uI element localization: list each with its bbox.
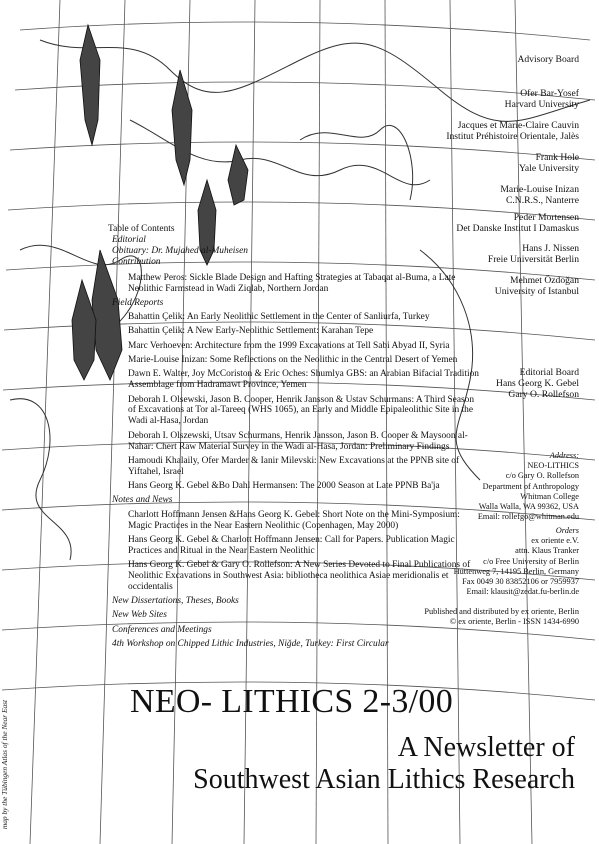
newsletter-title: NEO- LITHICS 2-3/00 bbox=[130, 683, 453, 720]
section-notes-and-news: Notes and News bbox=[112, 495, 173, 506]
publisher-line: Published and distributed by ex oriente, Berlin bbox=[424, 607, 579, 616]
member-affiliation: University of Istanbul bbox=[494, 286, 579, 298]
address-line: Department of Anthropology bbox=[482, 481, 579, 491]
member-name: Hans J. Nissen bbox=[522, 243, 579, 254]
map-credit: map by the Tübingen Atlas of the Near East bbox=[0, 699, 10, 830]
advisory-heading: Advisory Board bbox=[517, 54, 579, 65]
editor-name: Gary O. Rollefson bbox=[508, 389, 579, 401]
toc-entry: Hans Georg K. Gebel & Gary O. Rollefson: A New Series Devoted to Final Publications of Neolithic Excavations in Southwest Asia: bibliotheca neolithica Asiae meridionalis et occidentalis bbox=[128, 560, 471, 592]
address-line: NEO-LITHICS bbox=[527, 461, 579, 471]
editorial-board bbox=[496, 367, 579, 401]
issn-line: © ex oriente, Berlin - ISSN 1434-6990 bbox=[449, 617, 579, 627]
advisory-member-7 bbox=[495, 275, 579, 297]
advisory-member-1 bbox=[505, 88, 579, 110]
section-editorial: Editorial bbox=[112, 234, 146, 245]
member-name: Mehmet Özdoğan bbox=[509, 275, 579, 286]
member-affiliation: Harvard University bbox=[504, 99, 579, 111]
address-heading: Address: bbox=[549, 451, 579, 460]
toc-entry: Hans Georg K. Gebel & Charlott Hoffmann Jensen: Call for Papers. Publication Magic Practices and Ritual in the Near Eastern Neolithic bbox=[128, 534, 455, 556]
toc-entry: Dawn E. Walter, Joy McCoriston & Eric Oches: Shumlya GBS: an Arabian Bifacial Tradition Assemblage from Hadramawt Province, Yemen bbox=[128, 369, 479, 391]
toc-entry: Deborah I. Olszewski, Utsav Schurmans, Henrik Jansson, Jason B. Cooper & Maysoon al-Nahar: Chert Raw Material Survey in the Wadi al-Hasa, Jordan: Preliminary Findings bbox=[128, 430, 468, 452]
member-name: Ofer Bar-Yosef bbox=[520, 88, 579, 99]
editorial-heading: Editorial Board bbox=[519, 367, 579, 378]
toc-entry: Bahattin Çelik: An Early Neolithic Settlement in the Center of Sanliurfa, Turkey bbox=[128, 312, 430, 323]
subtitle-line-2: Southwest Asian Lithics Research bbox=[193, 764, 575, 795]
toc-heading: Table of Contents bbox=[108, 224, 175, 234]
table-of-contents bbox=[108, 224, 482, 653]
section-field-reports: Field Reports bbox=[112, 297, 164, 308]
advisory-member-6 bbox=[488, 243, 579, 265]
email-address: Email: klausit@zedat.fu-berlin.de bbox=[466, 587, 579, 597]
orders-heading: Orders bbox=[555, 526, 579, 535]
member-name: Frank Hole bbox=[535, 152, 579, 163]
member-affiliation: C.N.R.S., Nanterre bbox=[505, 195, 579, 207]
member-name: Peder Mortensen bbox=[513, 212, 579, 223]
section-conferences: Conferences and Meetings bbox=[112, 624, 212, 635]
address-line: Whitman College bbox=[520, 491, 579, 501]
orders-line: c/o Free University of Berlin bbox=[483, 556, 579, 566]
orders-line: Fax 0049 30 83852106 or 7959937 bbox=[462, 577, 579, 587]
section-obituary: Obituary: Dr. Mujahed al-Muheisen bbox=[112, 245, 248, 256]
orders-line: attn. Klaus Tranker bbox=[515, 546, 579, 556]
toc-entry: Matthew Peros: Sickle Blade Design and Hafting Strategies at Tabaqat al-Buma, a Late Neolithic Farmstead in Wadi Ziqlab, Northern Jordan bbox=[128, 272, 456, 294]
toc-entry: Charlott Hoffmann Jensen &Hans Georg K. Gebel: Short Note on the Mini-Symposium: Magic Practices in the Near Eastern Neolithic (Copenhagen, May 2000) bbox=[128, 509, 460, 531]
member-affiliation: Yale University bbox=[518, 163, 579, 175]
section-web-sites: New Web Sites bbox=[112, 610, 167, 621]
section-contribution: Contribution bbox=[112, 256, 161, 267]
email-address: Email: rollefgo@whitman.edu bbox=[477, 512, 579, 522]
advisory-board bbox=[517, 54, 579, 65]
subtitle-line-1: A Newsletter of bbox=[397, 732, 575, 763]
toc-entry: Hans Georg K. Gebel &Bo Dahl Hermansen: The 2000 Season at Late PPNB Ba'ja bbox=[128, 481, 440, 492]
member-name: Jacques et Marie-Claire Cauvin bbox=[457, 120, 579, 131]
member-affiliation: Det Danske Institut I Damaskus bbox=[456, 223, 579, 235]
orders-line: ex oriente e.V. bbox=[531, 536, 579, 546]
toc-entry: Marc Verhoeven: Architecture from the 1999 Excavations at Tell Sabi Abyad II, Syria bbox=[128, 340, 450, 351]
member-affiliation: Freie Universität Berlin bbox=[487, 254, 579, 266]
address-line: c/o Gary O. Rollefson bbox=[505, 471, 579, 481]
address-line: Walla Walla, WA 99362, USA bbox=[478, 502, 579, 512]
toc-entry: Bahattin Çelik: A New Early-Neolithic Settlement: Karahan Tepe bbox=[128, 326, 374, 337]
orders-line: Hüttenweg 7, 14195 Berlin, Germany bbox=[453, 566, 579, 576]
toc-entry: Marie-Louise Inizan: Some Reflections on the Neolithic in the Central Desert of Yemen bbox=[128, 355, 458, 366]
member-affiliation: Institut Préhistoire Orientale, Jalès bbox=[446, 131, 579, 143]
member-name: Marie-Louise Inizan bbox=[500, 184, 579, 195]
editor-name: Hans Georg K. Gebel bbox=[496, 378, 579, 390]
advisory-member-2 bbox=[446, 120, 579, 142]
section-workshop: 4th Workshop on Chipped Lithic Industries, Niğde, Turkey: First Circular bbox=[112, 639, 389, 650]
advisory-member-3 bbox=[519, 152, 579, 174]
advisory-member-4 bbox=[500, 184, 579, 206]
section-dissertations: New Dissertations, Theses, Books bbox=[112, 596, 239, 607]
toc-entry: Hamoudi Khalaily, Ofer Marder & Ianir Milevski: New Excavations at the PPNB site of Yiftahel, Israel bbox=[128, 455, 460, 477]
toc-entry: Deborah I. Olsewski, Jason B. Cooper, Henrik Jansson & Ustav Schurmans: A Third Season of Excavations at Tor al-Tareeq (WHS 1065), an Early and Middle Epipaleolithic Site in the Wadi al-Hasa, Jordan bbox=[128, 394, 475, 427]
address-block bbox=[478, 451, 579, 522]
